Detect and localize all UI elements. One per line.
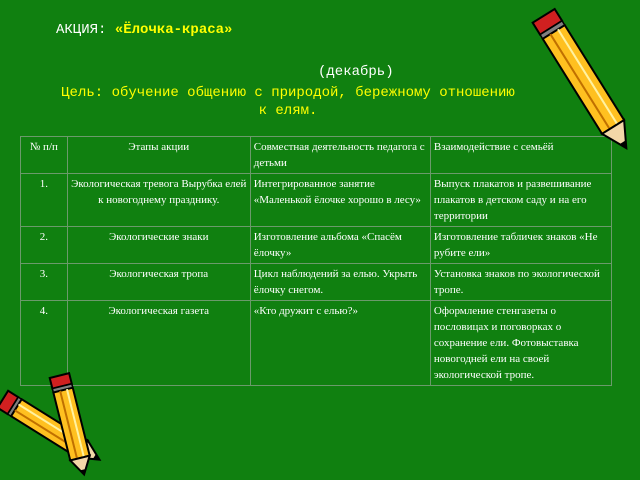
action-name: «Ёлочка-краса» xyxy=(114,22,233,38)
row-family: Оформление стенгазеты о пословицах и поговорках о сохранение ели. Фотовыставка новогодней ели на своей экологической тропе. xyxy=(430,301,611,386)
row-family: Изготовление табличек знаков «Не рубите ели» xyxy=(430,227,611,264)
row-family: Установка знаков по экологической тропе. xyxy=(430,264,611,301)
row-stage: Экологическая тропа xyxy=(67,264,250,301)
row-num: 3. xyxy=(21,264,68,301)
action-prefix: АКЦИЯ: xyxy=(56,22,115,38)
action-plan-table xyxy=(20,136,612,386)
row-num: 1. xyxy=(21,174,68,227)
row-joint: Цикл наблюдений за елью. Укрыть ёлочку снегом. xyxy=(250,264,430,301)
pencil-icon xyxy=(20,372,120,480)
table-row xyxy=(21,264,612,301)
row-joint: Изготовление альбома «Спасём ёлочку» xyxy=(250,227,430,264)
header-stage: Этапы акции xyxy=(67,137,250,174)
row-stage: Экологическая газета xyxy=(67,301,250,386)
header-family: Взаимодействие с семьёй xyxy=(430,137,611,174)
action-goal: Цель: обучение общению с природой, бережному отношению к елям. xyxy=(61,85,515,119)
action-title xyxy=(56,22,232,38)
row-joint: Интегрированное занятие «Маленькой ёлочке хорошо в лесу» xyxy=(250,174,430,227)
row-joint: «Кто дружит с елью?» xyxy=(250,301,430,386)
table-row xyxy=(21,227,612,264)
header-joint: Совместная деятельность педагога с детьми xyxy=(250,137,430,174)
table-header-row xyxy=(21,137,612,174)
table-row xyxy=(21,174,612,227)
row-stage: Экологические знаки xyxy=(67,227,250,264)
row-stage: Экологическая тревога Вырубка елей к новогоднему празднику. xyxy=(67,174,250,227)
pencil-icon xyxy=(530,0,640,165)
row-num: 4. xyxy=(21,301,68,386)
row-family: Выпуск плакатов и развешивание плакатов в детском саду и на его территории xyxy=(430,174,611,227)
action-month: (декабрь) xyxy=(318,64,394,80)
row-num: 2. xyxy=(21,227,68,264)
header-num: № п/п xyxy=(21,137,68,174)
